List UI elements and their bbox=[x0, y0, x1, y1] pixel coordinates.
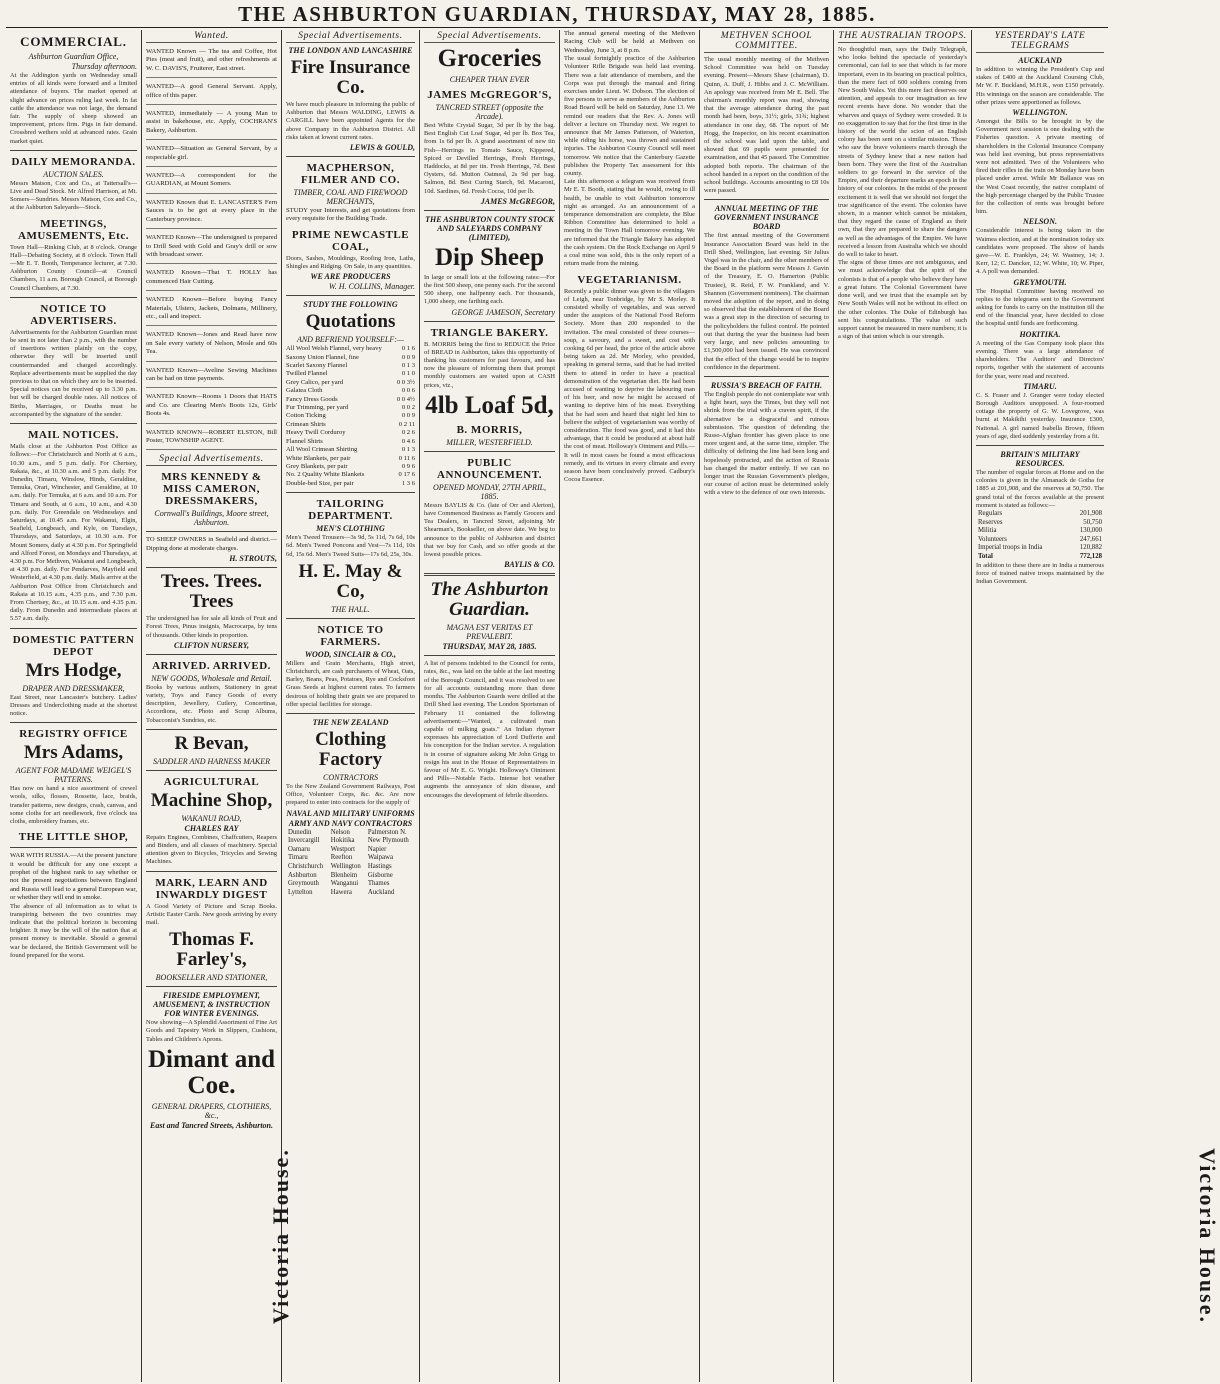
price-item: Heavy Twill Corduroy bbox=[286, 429, 346, 437]
price-value: 1 3 6 bbox=[401, 479, 415, 487]
wanted-ad-3: WANTED, immediately — A young Man to assist in bakehouse, etc. Apply, COCHRAN'S Bakery, Ashburton. bbox=[146, 108, 277, 140]
hokitika: HOKITIKA. bbox=[1019, 329, 1061, 339]
branch-row bbox=[286, 863, 415, 872]
gordon: GEORGE JAMESON, Secretary bbox=[451, 307, 555, 317]
public: PUBLIC ANNOUNCEMENT. bbox=[437, 456, 542, 481]
news-text-1: The usual fortnightly practice of the Ashburton Volunteer Rifle Brigade was held last evening. There was a fair attendance of members, and the Corps was put through the manual and firing exercises under Lieut. W. Dobson. The election of five persons to serve as members of the Ashburton Road Board will be held on Saturday, June 13. We remind our readers that the Rev. A. Jones will deliver a lecture on Thursday next. We regret to announce that Mr James Patterson, of Waterton, while riding his horse, was thrown and sustained injuries. The Ashburton County Council will meet tomorrow. We notice that the Canterbury Gazette publishes the Property Tax assessment for this county. bbox=[564, 55, 695, 178]
price-value: 0 2 6 bbox=[401, 429, 415, 437]
column-special-a bbox=[282, 30, 420, 1382]
russia-breach: RUSSIA'S BREACH OF FAITH. bbox=[710, 380, 823, 390]
price-item: Fur Trimming, per yard bbox=[286, 404, 349, 412]
dimant-sub: GENERAL DRAPERS, CLOTHIERS, &c., bbox=[151, 1101, 272, 1120]
public-sub: OPENED MONDAY, 27TH APRIL, 1885. bbox=[432, 482, 547, 501]
guardian-motto: MAGNA EST VERITAS ET PREVALEBIT. bbox=[446, 623, 533, 642]
mark-text: A Good Variety of Picture and Scrap Books. Artistic Easter Cards. New goods arriving by every mail. bbox=[146, 902, 277, 927]
forces-value: 201,908 bbox=[1079, 509, 1102, 517]
branch-cell: Auckland bbox=[367, 888, 395, 896]
price-item: All Wool Welsh Flannel, very heavy bbox=[286, 345, 382, 353]
branch-cell: Greymouth bbox=[288, 880, 319, 888]
greymouth: GREYMOUTH. bbox=[1013, 277, 1067, 287]
study: STUDY your Interests, and get quotations from every requisite for the Building Trade. bbox=[286, 207, 415, 223]
agric: AGRICULTURAL bbox=[163, 775, 260, 788]
mail-title: MAIL NOTICES. bbox=[28, 429, 119, 442]
macpherson: MACPHERSON, FILMER AND CO. bbox=[301, 162, 400, 187]
britain-text-2: In addition to these there are in India a numerous force of trained native troops maintained by the Indian Government. bbox=[976, 561, 1104, 585]
troops-colhead: THE AUSTRALIAN TROOPS. bbox=[838, 31, 967, 41]
branch-cell: Waipawa bbox=[367, 854, 393, 862]
triangle-text: B. MORRIS being the first to REDUCE the Price of BREAD in Ashburton, takes this opportunity of thanking his customers for past favours, and has now the pleasure of informing them that prompt monthly customers are waited upon at CASH prices, viz., bbox=[424, 340, 555, 389]
adams-text: Has now on hand a nice assortment of crewel wools, silks, flosses, Rossette, lace, braids, transfer patterns, new designs, crash, canvas, and some cloths for art needlework, five o'clock tea cloths, embroidery frames, etc. bbox=[10, 785, 137, 825]
price-item: Twilled Flannel bbox=[286, 370, 328, 378]
branch-cell: Nelson bbox=[330, 828, 350, 836]
troops-text-2: The signs of these times are not ambiguous, and we must acknowledge that the spirit of the colonists is that of a people who believe they have a great future. The Colonial Government have done well, and we trust that the example set by New South Wales will not be without its effect on the other colonies. The Duke of Edinburgh has sent his congratulations. The value of such support cannot be measured in mere numbers; it is a sign of that union which is our strength. bbox=[838, 259, 967, 341]
branch-row bbox=[286, 854, 415, 863]
forces-row bbox=[976, 536, 1104, 545]
branch-row bbox=[286, 846, 415, 855]
groceries-text: Best White Crystal Sugar, 3d per lb by the bag. Best English Cut Loaf Sugar, 4d per lb. Box Tea, from 1s 6d per lb. A grand assortment of new tin Fish—Herrings in Tomato Sauce, Kippered, Spiced or Devilled Herrings, Fresh Herrings, Haddocks, at 8d per tin. Fresh Herrings, 7d. Best Oysters, 6d. Mutton Oatmeal, 2s 9d per bag. Salmon, 8d. Best Curing Starch, 9d. Macaroni, 10d. Sardines, 6d. Fresh Cocoa, 10d per lb. bbox=[424, 122, 555, 195]
the-hall: THE HALL. bbox=[331, 604, 370, 614]
branch-cell: Dunedin bbox=[288, 828, 312, 836]
mcgregor-sig: JAMES McGREGOR, bbox=[480, 196, 555, 206]
price-value: 0 4 6 bbox=[401, 437, 415, 445]
price-row bbox=[286, 370, 415, 378]
wanted-colhead: Wanted. bbox=[146, 30, 277, 43]
special-colhead-a: Special Advertisements. bbox=[286, 30, 415, 43]
forces-value: 120,882 bbox=[1079, 544, 1102, 552]
auckland-text: In addition to winning the President's Cup and stakes of £400 at the Auckland Coursing Club, Mr W. F. Buckland, M.H.R., won £150 privately. His winnings on the season are considerable. The other prizes were apportioned as follows. bbox=[976, 66, 1104, 106]
arrived: ARRIVED. ARRIVED. bbox=[152, 659, 271, 672]
commercial-date: Thursday afternoon. bbox=[71, 62, 137, 71]
morris: B. MORRIS, bbox=[456, 423, 523, 436]
nelson-text: Considerable interest is being taken in the Waimea election, and at the nomination today six candidates were proposed. The show of hands gave—W. E. Franklyn, 24; W. Wastney, 14; J. Kerr, 12; C. Dancker, 12; W. White, 10; W. Piper, 4. A poll was demanded. bbox=[976, 227, 1104, 276]
mens-clothing: MEN'S CLOTHING bbox=[316, 524, 385, 534]
wanted-ad-7: WANTED Known—The undersigned is prepared to Drill Seed with Gold and Gray's drill or sow with broadcast sower. bbox=[146, 232, 277, 264]
price-value: 0 1 0 bbox=[401, 370, 415, 378]
tailoring: TAILORING DEPARTMENT. bbox=[308, 498, 393, 523]
clothing-factory: Clothing Factory bbox=[315, 728, 386, 770]
branch-cell: Wanganui bbox=[330, 880, 359, 888]
fire-text: We have much pleasure in informing the public of Ashburton that Messrs WALDING, LEWIS & CARGILL have been appointed Agents for the above Company in the Ashburton District. All risks taken at lowest current rates. bbox=[286, 101, 415, 141]
branch-cell: Thames bbox=[367, 880, 390, 888]
branch-cell: Christchurch bbox=[288, 862, 324, 870]
methven-colhead: METHVEN SCHOOL COMMITTEE. bbox=[704, 30, 829, 53]
forces-name: Imperial troops in India bbox=[978, 544, 1043, 552]
vertical-label-left: Victoria House. bbox=[268, 1148, 293, 1324]
war-text: WAR WITH RUSSIA.—At the present juncture it would be difficult for any one except a prophet of the highest rank to say whether or not the present negotiations between England and Russia will lead to a general European war, or whether they will end in smoke. bbox=[10, 852, 137, 902]
branch-row bbox=[286, 872, 415, 881]
wanted-ad-11: WANTED Known—Aveline Sewing Machines can be had on time payments. bbox=[146, 365, 277, 389]
fire-head: THE LONDON AND LANCASHIRE bbox=[288, 46, 413, 55]
branch-cell: Lyttelton bbox=[288, 888, 313, 896]
wanted-ad-8: WANTED Known—That T. HOLLY has commenced Hair Cutting. bbox=[146, 267, 277, 291]
branch-row bbox=[286, 837, 415, 846]
mail-text: Mails close at the Ashburton Post Office as follows:—For Christchurch and North at 6 a.m., 10.30 a.m., and 5 p.m. daily. For Chertsey, Rakaia, &c., at 10.30 a.m. and 5 p.m. daily. For Dunedin, Timaru, Winslow, Hinds, Geraldine, Temuka, Orari, Winchester, and Geraldine, at 10 a.m. daily. For Temuka, at 6 a.m. and 10 a.m. For Timaru and South, at 6 a.m., 10 a.m., and 4.30 p.m. daily. For Greendale on Wednesdays and Saturdays, at 10.45 a.m. For Wakanui, Elgin, Seafield, Longbeach, and Kyle, on Tuesdays, Thursdays, and Saturdays, at 10.30 a.m. For Mount Somers, daily at 4.30 p.m. For Springfield and Alford Forest, on Mondays and Thursdays, at 4.30 p.m. For Methven, Wakanui and Longbeach, at 4.30 p.m. daily. For Pendarves, Mayfield and Westerfield, at 4.30 p.m. daily. Mails arrive at the Ashburton Post Office from Christchurch and Rakaia at 10.15 a.m., 4.35 p.m., and 7.30 p.m. From Chertsey, &c., at 10.15 a.m. and 4.35 p.m. daily. From Dunedin and intermediate places at 5.57 a.m. daily. bbox=[10, 443, 137, 623]
price-row bbox=[286, 404, 415, 412]
price-item: Grey Calico, per yard bbox=[286, 378, 344, 386]
branch-cell: Ashburton bbox=[288, 871, 317, 879]
forces-value: 50,750 bbox=[1083, 518, 1102, 526]
branch-cell: Wellington bbox=[330, 862, 361, 870]
mcgregor: JAMES McGREGOR'S, bbox=[427, 89, 552, 101]
price-value: 0 0 4½ bbox=[396, 395, 415, 403]
price-row bbox=[286, 438, 415, 446]
adams-sub: AGENT FOR MADAME WEIGEL'S PATTERNS. bbox=[15, 766, 132, 785]
bevan-sub: SADDLER AND HARNESS MAKER bbox=[153, 756, 270, 766]
quote-sub: AND BEFRIEND YOURSELF:— bbox=[296, 335, 405, 345]
army-navy: ARMY AND NAVY CONTRACTORS bbox=[288, 818, 413, 828]
forces-value: 130,000 bbox=[1079, 527, 1102, 535]
price-value: 0 17 6 bbox=[398, 471, 415, 479]
patterns-title: DOMESTIC PATTERN DEPOT bbox=[12, 633, 135, 658]
price-row bbox=[286, 463, 415, 471]
vegetarian-text: Recently a public dinner was given to the villagers of Leigh, near Tonbridge, by Mr S. Morley. It consisted wholly of vegetables, and was served under the auspices of the National Food Reform Society. More than 200 responded to the invitation. The meal consisted of three courses—soup, a savoury, and a sweet, and cost with cooking 6d per head, the price of the article above being taken as 2d. Mr Morley, who presided, speaking in general terms, said that he had invited them to attend in order to have a practical demonstration of the vegetarian diet. He had been accused of wanting to deprive the labouring man of his beer, and now he might be accused of wanting to deprive him of his meat. Everything that he had seen and heard that night led him to believe the subject of vegetarianism was worthy of consideration. The food was good, and it had this advantage, that it could be produced at about half the cost of meat. Holloway's Ointment and Pills.—It will in most cases be found a most efficacious remedy, and its virtues in every climate and every season have been conclusively proved. Cadbury's Cocoa Essence. bbox=[564, 287, 695, 484]
insurance-text: The first annual meeting of the Government Insurance Association Board was held in the Drill Shed, Wellington, last evening. Sir Julius Vogel was in the chair, and the other members of the Board in the platform were Messrs J. Gavin of the Treasury, E. O. Hamerton (Public Trustee), R. Reid, F. W. Frankland, and V. Shannon (Government nominees). The chairman moved the adoption of the report, and in doing so observed that the establishment of the Board was a great step in the direction of securing to the policyholders the fullest control. He pointed out that during the year the business had been very large, and new policies amounting to £1,500,000 had been issued. He was convinced that the effect of the change would be to inspire confidence in the department. bbox=[704, 232, 829, 371]
column-news-c bbox=[834, 30, 972, 1382]
branch-cell: Timaru bbox=[288, 854, 308, 862]
column-news-a bbox=[560, 30, 700, 1382]
hokitika-text: A meeting of the Gas Company took place this evening. There was a large attendance of shareholders. The Auditors' and Directors' reports, together with the statement of accounts for the year, were read and received. bbox=[976, 339, 1104, 380]
price-item: Grey Blankets, per pair bbox=[286, 462, 348, 470]
forces-row bbox=[976, 519, 1104, 528]
branch-cell: Hokitika bbox=[330, 837, 355, 845]
branch-table bbox=[286, 829, 415, 898]
spec-colhead: Special Advertisements. bbox=[146, 453, 277, 466]
branch-cell: Hastings bbox=[367, 862, 392, 870]
branch-row bbox=[286, 880, 415, 889]
clifton: CLIFTON NURSERY, bbox=[174, 640, 249, 650]
mark: MARK, LEARN AND INWARDLY DIGEST bbox=[155, 876, 268, 901]
sheep-owners: TO SHEEP OWNERS in Seafield and district.—Dipping done at moderate charges. bbox=[146, 536, 277, 552]
fire-insurance: Fire Insurance Co. bbox=[290, 57, 411, 98]
clothing-text: Men's Tweed Trousers—3s 9d, 5s 11d, 7s 6d, 10s 6d. Men's Tweed Poncons and Vest—7s 11d, 10s 6d, 15s 6d. Men's Tweed Suits—17s 6d, 25s, 30s. bbox=[286, 534, 415, 558]
branch-cell: Westport bbox=[330, 845, 356, 853]
fireside-text: Now showing—A Splendid Assortment of Fine Art Goods and Tapestry Work in Slippers, Cushions, Tables and Children's Aprons. bbox=[146, 1019, 278, 1043]
contractors: CONTRACTORS bbox=[323, 772, 378, 782]
farley-sub: BOOKSELLER AND STATIONER, bbox=[155, 973, 268, 983]
price-value: 0 11 6 bbox=[398, 454, 415, 462]
watkins: W. H. COLLINS, Manager. bbox=[328, 282, 415, 292]
wanted-ad-2: WANTED—A good General Servant. Apply, office of this paper. bbox=[146, 81, 277, 105]
farley: Thomas F. Farley's, bbox=[169, 929, 254, 971]
may-co: H. E. May & Co, bbox=[298, 560, 403, 602]
forces-name: Regulars bbox=[978, 509, 1003, 517]
price-value: 0 1 3 bbox=[401, 362, 415, 370]
branch-cell: Palmerston N. bbox=[367, 828, 407, 836]
price-row bbox=[286, 429, 415, 437]
loaf: 4lb Loaf 5d, bbox=[425, 391, 554, 419]
price-value: 0 0 9 bbox=[401, 353, 415, 361]
wanted-ad-4: WANTED—Situation as General Servant, by a respectable girl. bbox=[146, 143, 277, 167]
daily-memo-title: DAILY MEMORANDA. bbox=[11, 155, 136, 168]
forces-row bbox=[976, 544, 1104, 553]
column-telegrams bbox=[972, 30, 1108, 1382]
groceries-sub: CHEAPER THAN EVER bbox=[449, 75, 530, 84]
price-item: Scarlet Saxony Flannel bbox=[286, 362, 348, 370]
price-value: 0 9 6 bbox=[401, 462, 415, 470]
wellington: WELLINGTON. bbox=[1012, 108, 1068, 118]
price-item: All Wool Crimean Shirting bbox=[286, 446, 358, 454]
registry: REGISTRY OFFICE bbox=[19, 728, 128, 741]
forces-name: Volunteers bbox=[978, 535, 1007, 543]
triangle: TRIANGLE BAKERY. bbox=[430, 326, 549, 339]
price-value: 0 0 6 bbox=[401, 387, 415, 395]
methven-text: The usual monthly meeting of the Methven School Committee was held on Tuesday evening. Present—Messrs Shaw (chairman), D. Quinn, A. Duff, J. Hibbs and J. C. McWilliam. An apology was received from Mr E. Bell. The chairman's monthly report was read, showing that the average attendance during the past month had been, boys, 31½; girls, 31¾; highest attendance in one day, 68. The report of Mr Hogg, the Inspector, on his recent examination of the school was laid upon the table, and showed that 69 pupils were presented for examination, and that 45 passed. The Committee adopted both reports. The chairman of the school handed in a report on the condition of the school buildings. Accounts amounting to £8 10s were passed. bbox=[704, 56, 829, 195]
dip-sheep: Dip Sheep bbox=[434, 243, 545, 271]
branch-cell: Oamaru bbox=[288, 845, 310, 853]
fireside: FIRESIDE EMPLOYMENT, AMUSEMENT, & INSTRUCTION FOR WINTER EVENINGS. bbox=[153, 991, 270, 1019]
price-item: Crimean Shirts bbox=[286, 420, 326, 428]
price-value: 0 0 3½ bbox=[396, 378, 415, 386]
wanted-ad-13: WANTED KNOWN—ROBERT ELSTON, Bill Poster, TOWNSHIP AGENT. bbox=[146, 427, 277, 451]
forces-total-label: Total bbox=[978, 552, 993, 560]
auction-text: Messrs Matson, Cox and Co., at Tattersall's—Live and Dead Stock. Mr Alfred Harrison, at Mt. Somers—Sundries. Messrs Matson, Cox and Co., at the Ashburton Saleyards—Stock. bbox=[10, 179, 137, 212]
guardian-title: The Ashburton Guardian. bbox=[430, 579, 549, 621]
price-item: Cotton Ticking bbox=[286, 412, 326, 420]
timber: TIMBER, COAL AND FIREWOOD MERCHANTS, bbox=[293, 188, 408, 207]
macpherson-text: Doors, Sashes, Mouldings, Roofing Iron, Laths, Shingles and Ridging. On Sale, in any quantities. bbox=[286, 254, 415, 271]
telegrams-colhead: YESTERDAY'S LATE TELEGRAMS bbox=[976, 30, 1104, 53]
branch-cell: Napier bbox=[367, 845, 387, 853]
price-item: White Blankets, per pair bbox=[286, 454, 351, 462]
price-row bbox=[286, 412, 415, 420]
forces-value: 247,661 bbox=[1079, 535, 1102, 543]
meetings-title: MEETINGS, AMUSEMENTS, Etc. bbox=[18, 217, 129, 242]
russia-text: The English people do not contemplate war with a light heart, says the Times, but they will not shrink from the trial with a craven spirit, if the alternative be a disgraceful and ruinous submission. The question of defending the Russo-Afghan frontier has given place to one more urgent and, at the same time, simpler. The difficulty of defining the line had been long and hopelessly protracted, and the action of Russia has changed the matter entirely. If we can no longer trust the Russian Government's pledges, our course of action must be determined solely with a view to the defence of our own interests. bbox=[704, 390, 829, 497]
branch-cell: Gisborne bbox=[367, 871, 393, 879]
hodge-sub: DRAPER AND DRESSMAKER, bbox=[22, 683, 125, 693]
price-value: 0 1 6 bbox=[401, 345, 415, 353]
forces-name: Reserves bbox=[978, 518, 1003, 526]
groceries: Groceries bbox=[437, 45, 542, 72]
branch-cell: Reefton bbox=[330, 854, 353, 862]
price-list bbox=[286, 345, 415, 488]
branch-row bbox=[286, 889, 415, 898]
britain-title: BRITAIN'S MILITARY RESOURCES. bbox=[1000, 449, 1080, 468]
wanted-ad-1: WANTED Known — The tea and Coffee, Hot Pies (meat and fruit), and other refreshments at W. C. DAVIS'S, Fruiterer, East street. bbox=[146, 46, 277, 78]
strouts: H. STROUTS, bbox=[229, 554, 277, 564]
price-item: Flannel Shirts bbox=[286, 437, 323, 445]
wanted-ad-5: WANTED—A correspondent for the GUARDIAN, at Mount Somers. bbox=[146, 170, 277, 194]
arrived-text: Books by various authors, Stationery in great variety, Toys and Fancy Goods of every description, Jewellery, Cutlery, Concertinas, Accordions, etc. Photo and Scrap Albums, Tobacconist's Sundries, etc. bbox=[146, 683, 277, 724]
producers: WE ARE PRODUCERS bbox=[310, 272, 391, 282]
price-value: 0 0 2 bbox=[401, 404, 415, 412]
wanted-ad-6: WANTED Known that E. LANCASTER'S Fern Sauces is to be got at every place in the Canterbury province. bbox=[146, 197, 277, 229]
guardian-date: THURSDAY, MAY 28, 1885. bbox=[442, 642, 537, 652]
price-row bbox=[286, 354, 415, 362]
masthead: THE ASHBURTON GUARDIAN, THURSDAY, MAY 28, 1885. bbox=[6, 2, 1108, 28]
price-value: 0 0 9 bbox=[401, 412, 415, 420]
forces-table bbox=[976, 510, 1104, 562]
column-wanted bbox=[142, 30, 282, 1382]
editorial-text: A list of persons indebted to the Council for rents, rates, &c., was laid on the table at the last meeting of the Borough Council, and it was resolved to see for all accounts outstanding more than three months. The Ashburton Guards were drilled at the Drill Shed last evening. The London Sportsman of February 11 contained the following advertisement:—"Wanted, a cultivated man capable of milking goats." An Indian rhymer expresses his appreciation of Lord Dufferin and his conception for the Indian service. A regulation is in course of signature asking Mr John Grigg to resign his seat in the House of Representatives in favour of Mr E. G. Wright. Holloway's Ointment and Pills—Notable Facts. Intense hot weather augments the annoyance of skin disease, and encourages the development of febrile disorders. bbox=[424, 660, 555, 799]
charles: CHARLES RAY bbox=[184, 823, 239, 833]
price-row bbox=[286, 345, 415, 353]
wood-sinclair: WOOD, SINCLAIR & CO., bbox=[304, 649, 397, 659]
price-row bbox=[286, 379, 415, 387]
factory-text: To the New Zealand Government Railways, Post Office, Volunteer Corps, &c. &c. Are now prepared to enter into contracts for the supply of bbox=[286, 782, 415, 807]
wakanui: WAKANUI ROAD, bbox=[181, 813, 242, 823]
baylis: BAYLIS & CO. bbox=[504, 560, 555, 570]
greymouth-text: The Hospital Committee having received no replies to the telegrams sent to the Government asking for funds to carry on the institution till the end of the financial year, have decided to close the hospital until funds are forthcoming. bbox=[976, 287, 1104, 328]
branch-cell: Invercargill bbox=[288, 837, 320, 845]
timaru-text: C. S. Fraser and J. Granger were today elected Borough Auditors unopposed. A four-roomed cottage the property of G. W. Lovegrove, was burnt at Makikihi yesterday. Insurance £300, National. A girl named Isabella Brown, fifteen years of age, died suddenly yesterday from a fit. bbox=[976, 391, 1104, 440]
quotations: Quotations bbox=[305, 311, 396, 333]
gov-insurance: ANNUAL MEETING OF THE GOVERNMENT INSURANCE BOARD bbox=[714, 204, 819, 232]
dimant-addr: East and Tancred Streets, Ashburton. bbox=[150, 1120, 273, 1130]
column-special-b bbox=[420, 30, 560, 1382]
vertical-label-right: Victoria House. bbox=[1195, 1148, 1220, 1324]
price-item: Galatea Cloth bbox=[286, 387, 323, 395]
news-text-2: Late this afternoon a telegram was received from Mr E. T. Booth, stating that he would, owing to ill health, be unable to visit Ashburton tomorrow night as arranged. As an announcement of a temperance demonstration are complete, the Blue Ribbon Committee has determined to hold a meeting in the Town Hall tomorrow evening. We are informed that the Triangle Bakery has adopted the cash system. On the Rock Exchange on April 9 a coal mine was sold, this is the only report of a return made from the mining. bbox=[564, 178, 695, 268]
war-text-cont: The absence of all information as to what is transpiring between the two countries may indicate that the political horizon is becoming brighter. It may be the will of the nation that at present money is inevitable. Should a general war be declared, the British Government will be found prepared for the worst. bbox=[10, 902, 137, 959]
timaru: TIMARU. bbox=[1023, 381, 1057, 391]
news-intro: The annual general meeting of the Methven Racing Club will be held at Methven on Wednesday, June 3, at 8 p.m. bbox=[564, 30, 695, 54]
branch-row bbox=[286, 829, 415, 838]
vegetarianism: VEGETARIANISM. bbox=[577, 273, 682, 286]
farmers-notice: NOTICE TO FARMERS. bbox=[317, 623, 384, 648]
price-row bbox=[286, 471, 415, 479]
public-text: Messrs BAYLIS & Co. (late of Orr and Alerton), have Commenced Business as Family Grocers and Tea Dealers, in Tancred Street, adjoining Mr Shearman's, Bookseller, on above date. We beg to announce to the public of Ashburton and district that we buy for Cash, and so offer goods at the lowest possible prices. bbox=[424, 501, 555, 559]
branch-cell: Hawera bbox=[330, 888, 352, 896]
morris-sub: MILLER, WESTERFIELD. bbox=[446, 437, 533, 447]
dip-text: In large or small lots at the following rates:—For the first 500 sheep, one penny each. For the second 500 sheep, one halfpenny each. For thousands, 1,000 sheep, one farthing each. bbox=[424, 273, 555, 306]
price-row bbox=[286, 396, 415, 404]
price-row bbox=[286, 480, 415, 488]
price-row bbox=[286, 362, 415, 370]
column-news-b bbox=[700, 30, 834, 1382]
trees: Trees. Trees. Trees bbox=[160, 571, 263, 613]
forces-total-value: 772,128 bbox=[1079, 552, 1102, 560]
nz-head: THE NEW ZEALAND bbox=[312, 717, 389, 727]
troops-text: No thoughtful man, says the Daily Telegraph, who looks behind the spectacle of yesterday's ceremonial, can fail to see that which is far more important, even in its bearing on practical politics, than the mere fact of 600 soldiers coming from New South Wales. Yet this mere fact deserves our attention, and appeals to our imagination as few recent events have done. No wonder that the wharves and quays of Sydney were crowded. It is no exaggeration to say that for the first time in the history of the world the scion of an English colony has been sent on a similar mission. Those who saw the brave volunteers march through the streets of Sydney knew that a new nation had been born. They were the first of the Australian soldiers to go forward in the service of the Empire, and their departure marks an epoch in the history of our colonies. In the midst of the present excitement it is well that we should not forget the true significance of the event. The colonies have shown, in a manner which cannot be mistaken, that they regard the cause of England as their own, that they are prepared to share the dangers as well as the advantages of the Empire. We have received a lesson from Australia which we should do well to take to heart. bbox=[838, 46, 967, 259]
price-row bbox=[286, 421, 415, 429]
forces-total-row bbox=[976, 553, 1104, 562]
price-row bbox=[286, 446, 415, 454]
branch-cell: New Plymouth bbox=[367, 837, 409, 845]
arrived-sub: NEW GOODS, Wholesale and Retail. bbox=[151, 673, 272, 683]
quote-head: STUDY THE FOLLOWING bbox=[303, 300, 398, 310]
notice-title: NOTICE TO ADVERTISERS. bbox=[30, 302, 117, 327]
britain-text: The number of regular forces at Home and on the colonies is given in the Almanack de Gotha for 1885 at 201,908, and the reserves at 50,750. The grand total of the forces available at the present moment is stated as follows:— bbox=[976, 468, 1104, 509]
price-item: No. 2 Quality White Blankets bbox=[286, 471, 365, 479]
price-row bbox=[286, 455, 415, 463]
auckland: AUCKLAND bbox=[1018, 56, 1062, 65]
notice-text: Advertisements for the Ashburton Guardian must be sent in not later than 2 p.m., with the number of insertions written plainly on the copy, otherwise they will be inserted until countermanded and charged accordingly. Replace advertisements must be supplied the day previous to that on which they are to be inserted. Special notices can be received up to 3.30 p.m. but will be charged double rates. All notices of Births, Marriages, or Deaths must be accompanied by the signature of the sender. bbox=[10, 328, 137, 418]
hodge-text: East Street, near Lancaster's butchery. Ladies' Dresses and Underclothing made at the shortest notice. bbox=[10, 693, 137, 717]
machine-shop: Machine Shop, bbox=[150, 789, 273, 811]
trees-text: The undersigned has for sale all kinds of Fruit and Forest Trees, Pinus insignis, Macrocarpa, by tens of thousands. Other kinds in proportion. bbox=[146, 615, 277, 639]
branch-cell: Blenheim bbox=[330, 871, 358, 879]
commercial-title: COMMERCIAL. bbox=[20, 34, 127, 49]
nelson: NELSON. bbox=[1022, 217, 1057, 227]
price-item: Saxony Union Flannel, fine bbox=[286, 353, 359, 361]
page-columns bbox=[6, 30, 1108, 1382]
wanted-ad-9: WANTED Known—Before buying Fancy Materials, Ulsters, Jackets, Dolmans, Millinery, etc., call and inspect. bbox=[146, 294, 277, 326]
wanted-ad-12: WANTED Known—Rooms 1 Doors that HATS and Co. are Clearing Men's Boots 12s, Girls' Boots 4s. bbox=[146, 391, 277, 423]
meetings-text: Town Hall—Rinking Club, at 8 o'clock. Orange Hall—Debating Society, at 8 o'clock. Town Hall—Mr E. T. Booth, Temperance lecturer, at 7.30. Ashburton County Council—at Council Chambers, 11 a.m. Borough Council, at Borough Council Chambers, at 7.30. bbox=[10, 243, 137, 292]
commercial-text: At the Addington yards on Wednesday small entries of all kinds were forward and a limited attendance of buyers. The market opened at slight advance on prices ruling last week. In fat cattle the attendance was not large, the demand fair. The supply of sheep showed an improvement, prices firm. Pigs in fair demand. Crossbred wethers sold at advanced rates. Grain market quiet. bbox=[10, 72, 137, 145]
kennedy: MRS KENNEDY & MISS CAMERON, DRESSMAKERS, bbox=[161, 471, 262, 508]
newcastle-coal: PRIME NEWCASTLE COAL, bbox=[291, 228, 410, 253]
lewis-gould: LEWIS & GOULD, bbox=[349, 143, 415, 153]
naval: NAVAL AND MILITARY UNIFORMS bbox=[286, 808, 415, 818]
wanted-ad-10: WANTED Known—Jones and Read have now on Sale every variety of Nelson, Mosle and 60s Tea. bbox=[146, 329, 277, 361]
auction-sales: AUCTION SALES. bbox=[43, 169, 104, 179]
price-value: 0 1 3 bbox=[401, 446, 415, 454]
forces-row bbox=[976, 510, 1104, 519]
farmers-text: Millers and Grain Merchants, High street, Christchurch, are cash purchasers of Wheat, Oats, Barley, Beans, Peas, Potatoes, Rye and Cocksfoot Grass Seeds at highest current rates. To farmers desirous of holding their grain we are prepared to offer special facilities for storage. bbox=[286, 659, 415, 708]
little-shop: THE LITTLE SHOP, bbox=[18, 831, 129, 844]
forces-name: Militia bbox=[978, 527, 997, 535]
wellington-text: Amongst the Bills to be brought in by the Government next session is one dealing with the Fisheries question. A private meeting of shareholders in the Colonial Insurance Company was held last evening, but press representatives were not admitted. Two of the Volunteers who fired their rifles in the train on Monday have been placed under arrest. While Mr Ballance was on the West Coast recently, the native complaint of the high percentage charged by the Public Trustee for the collection of rents was brought before him. bbox=[976, 118, 1104, 216]
kennedy-sub: Cornwall's Buildings, Moore street, Ashburton. bbox=[154, 509, 269, 528]
price-value: 0 2 11 bbox=[398, 420, 415, 428]
price-item: Double-bed Size, per pair bbox=[286, 479, 354, 487]
price-item: Fancy Dress Goods bbox=[286, 395, 338, 403]
price-row bbox=[286, 387, 415, 395]
dimant: Dimant and Coe. bbox=[147, 1045, 276, 1099]
machine-text: Repairs Engines, Combines, Chaffcutters, Reapers and Binders, and all classes of machinery. Special attention given to Bicycles, Tricycles and Sewing Machines. bbox=[146, 833, 277, 866]
forces-row bbox=[976, 527, 1104, 536]
commercial-sub: Ashburton Guardian Office, bbox=[28, 52, 119, 61]
stock-co: THE ASHBURTON COUNTY STOCK AND SALEYARDS COMPANY (LIMITED), bbox=[425, 214, 554, 242]
mcgregor-sub: TANCRED STREET (opposite the Arcade). bbox=[435, 103, 544, 121]
bevan: R Bevan, bbox=[174, 732, 249, 754]
column-commercial bbox=[6, 30, 142, 1382]
special-colhead-b: Special Advertisements. bbox=[424, 30, 555, 43]
adams: Mrs Adams, bbox=[23, 742, 124, 764]
hodge: Mrs Hodge, bbox=[25, 659, 122, 681]
